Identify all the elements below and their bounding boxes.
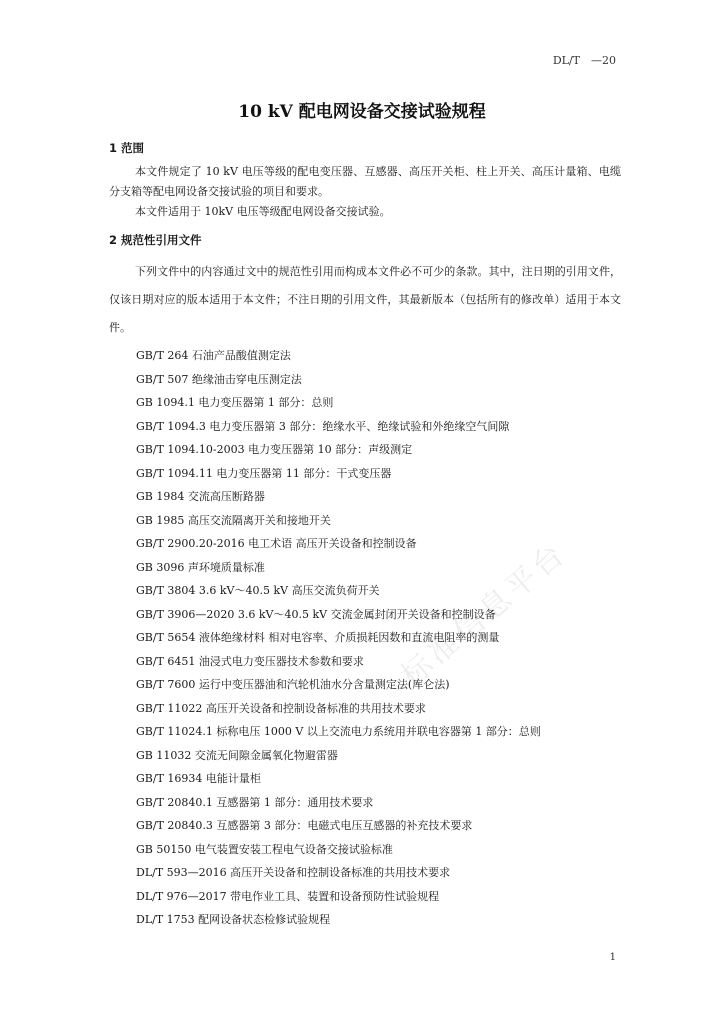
reference-list	[136, 344, 541, 932]
reference-item: GB 1094.1 电力变压器第 1 部分：总则	[136, 396, 334, 409]
reference-item: GB 11032 交流无间隙金属氧化物避雷器	[136, 748, 338, 762]
reference-item: GB/T 7600 运行中变压器油和汽轮机油水分含量测定法(库仑法)	[136, 678, 450, 691]
reference-item: GB 1984 交流高压断路器	[136, 490, 265, 503]
reference-item: GB/T 1094.10-2003 电力变压器第 10 部分：声级测定	[136, 443, 413, 456]
reference-item: GB/T 11022 高压开关设备和控制设备标准的共用技术要求	[136, 701, 426, 715]
reference-item: DL/T 1753 配网设备状态检修试验规程	[136, 913, 331, 926]
references-intro-paragraph: 下列文件中的内容通过文中的规范性引用而构成本文件必不可少的条款。其中，注日期的引用文件，仅该日期对应的版本适用于本文件；不注日期的引用文件，其最新版本（包括所有的修改单）适用于本文件。	[109, 265, 621, 334]
reference-item: GB/T 16934 电能计量柜	[136, 772, 261, 785]
reference-item: GB 50150 电气装置安装工程电气设备交接试验标准	[136, 842, 393, 856]
reference-item: GB/T 1094.11 电力变压器第 11 部分：干式变压器	[136, 466, 392, 480]
reference-item: GB/T 3804 3.6 kV～40.5 kV 高压交流负荷开关	[136, 584, 380, 597]
page-title: 10 kV 配电网设备交接试验规程	[238, 102, 486, 122]
reference-item: GB/T 1094.3 电力变压器第 3 部分：绝缘水平、绝缘试验和外绝缘空气间隙	[136, 419, 510, 433]
reference-item: GB 1985 高压交流隔离开关和接地开关	[136, 513, 331, 527]
reference-item: GB/T 2900.20-2016 电工术语 高压开关设备和控制设备	[136, 537, 417, 550]
reference-item: DL/T 976—2017 带电作业工具、装置和设备预防性试验规程	[136, 889, 440, 903]
reference-item: GB/T 264 石油产品酸值测定法	[136, 349, 291, 362]
reference-item: GB/T 3906—2020 3.6 kV～40.5 kV 交流金属封闭开关设备和控制设备	[136, 607, 496, 621]
reference-item: GB/T 11024.1 标称电压 1000 V 以上交流电力系统用并联电容器第 1 部分：总则	[136, 725, 541, 738]
document-code: DL/T —20	[552, 54, 616, 67]
reference-item: DL/T 593—2016 高压开关设备和控制设备标准的共用技术要求	[136, 866, 451, 879]
section-heading-scope: 1 范围	[109, 141, 145, 155]
reference-item: GB 3096 声环境质量标准	[136, 560, 265, 574]
section-heading-references: 2 规范性引用文件	[109, 233, 202, 247]
page-number: 1	[609, 952, 616, 963]
reference-item: GB/T 20840.1 互感器第 1 部分：通用技术要求	[136, 795, 374, 809]
reference-item: GB/T 6451 油浸式电力变压器技术参数和要求	[136, 654, 364, 668]
watermark: 标准信息平台	[394, 535, 574, 694]
reference-item: GB/T 20840.3 互感器第 3 部分：电磁式电压互感器的补充技术要求	[136, 819, 473, 832]
reference-item: GB/T 5654 液体绝缘材料 相对电容率、介质损耗因数和直流电阻率的测量	[136, 631, 500, 644]
scope-paragraph-2: 本文件适用于 10kV 电压等级配电网设备交接试验。	[135, 205, 391, 218]
scope-paragraph-1: 本文件规定了 10 kV 电压等级的配电变压器、互感器、高压开关柜、柱上开关、高压计量箱、电缆分支箱等配电网设备交接试验的项目和要求。	[109, 165, 621, 198]
reference-item: GB/T 507 绝缘油击穿电压测定法	[136, 372, 302, 386]
